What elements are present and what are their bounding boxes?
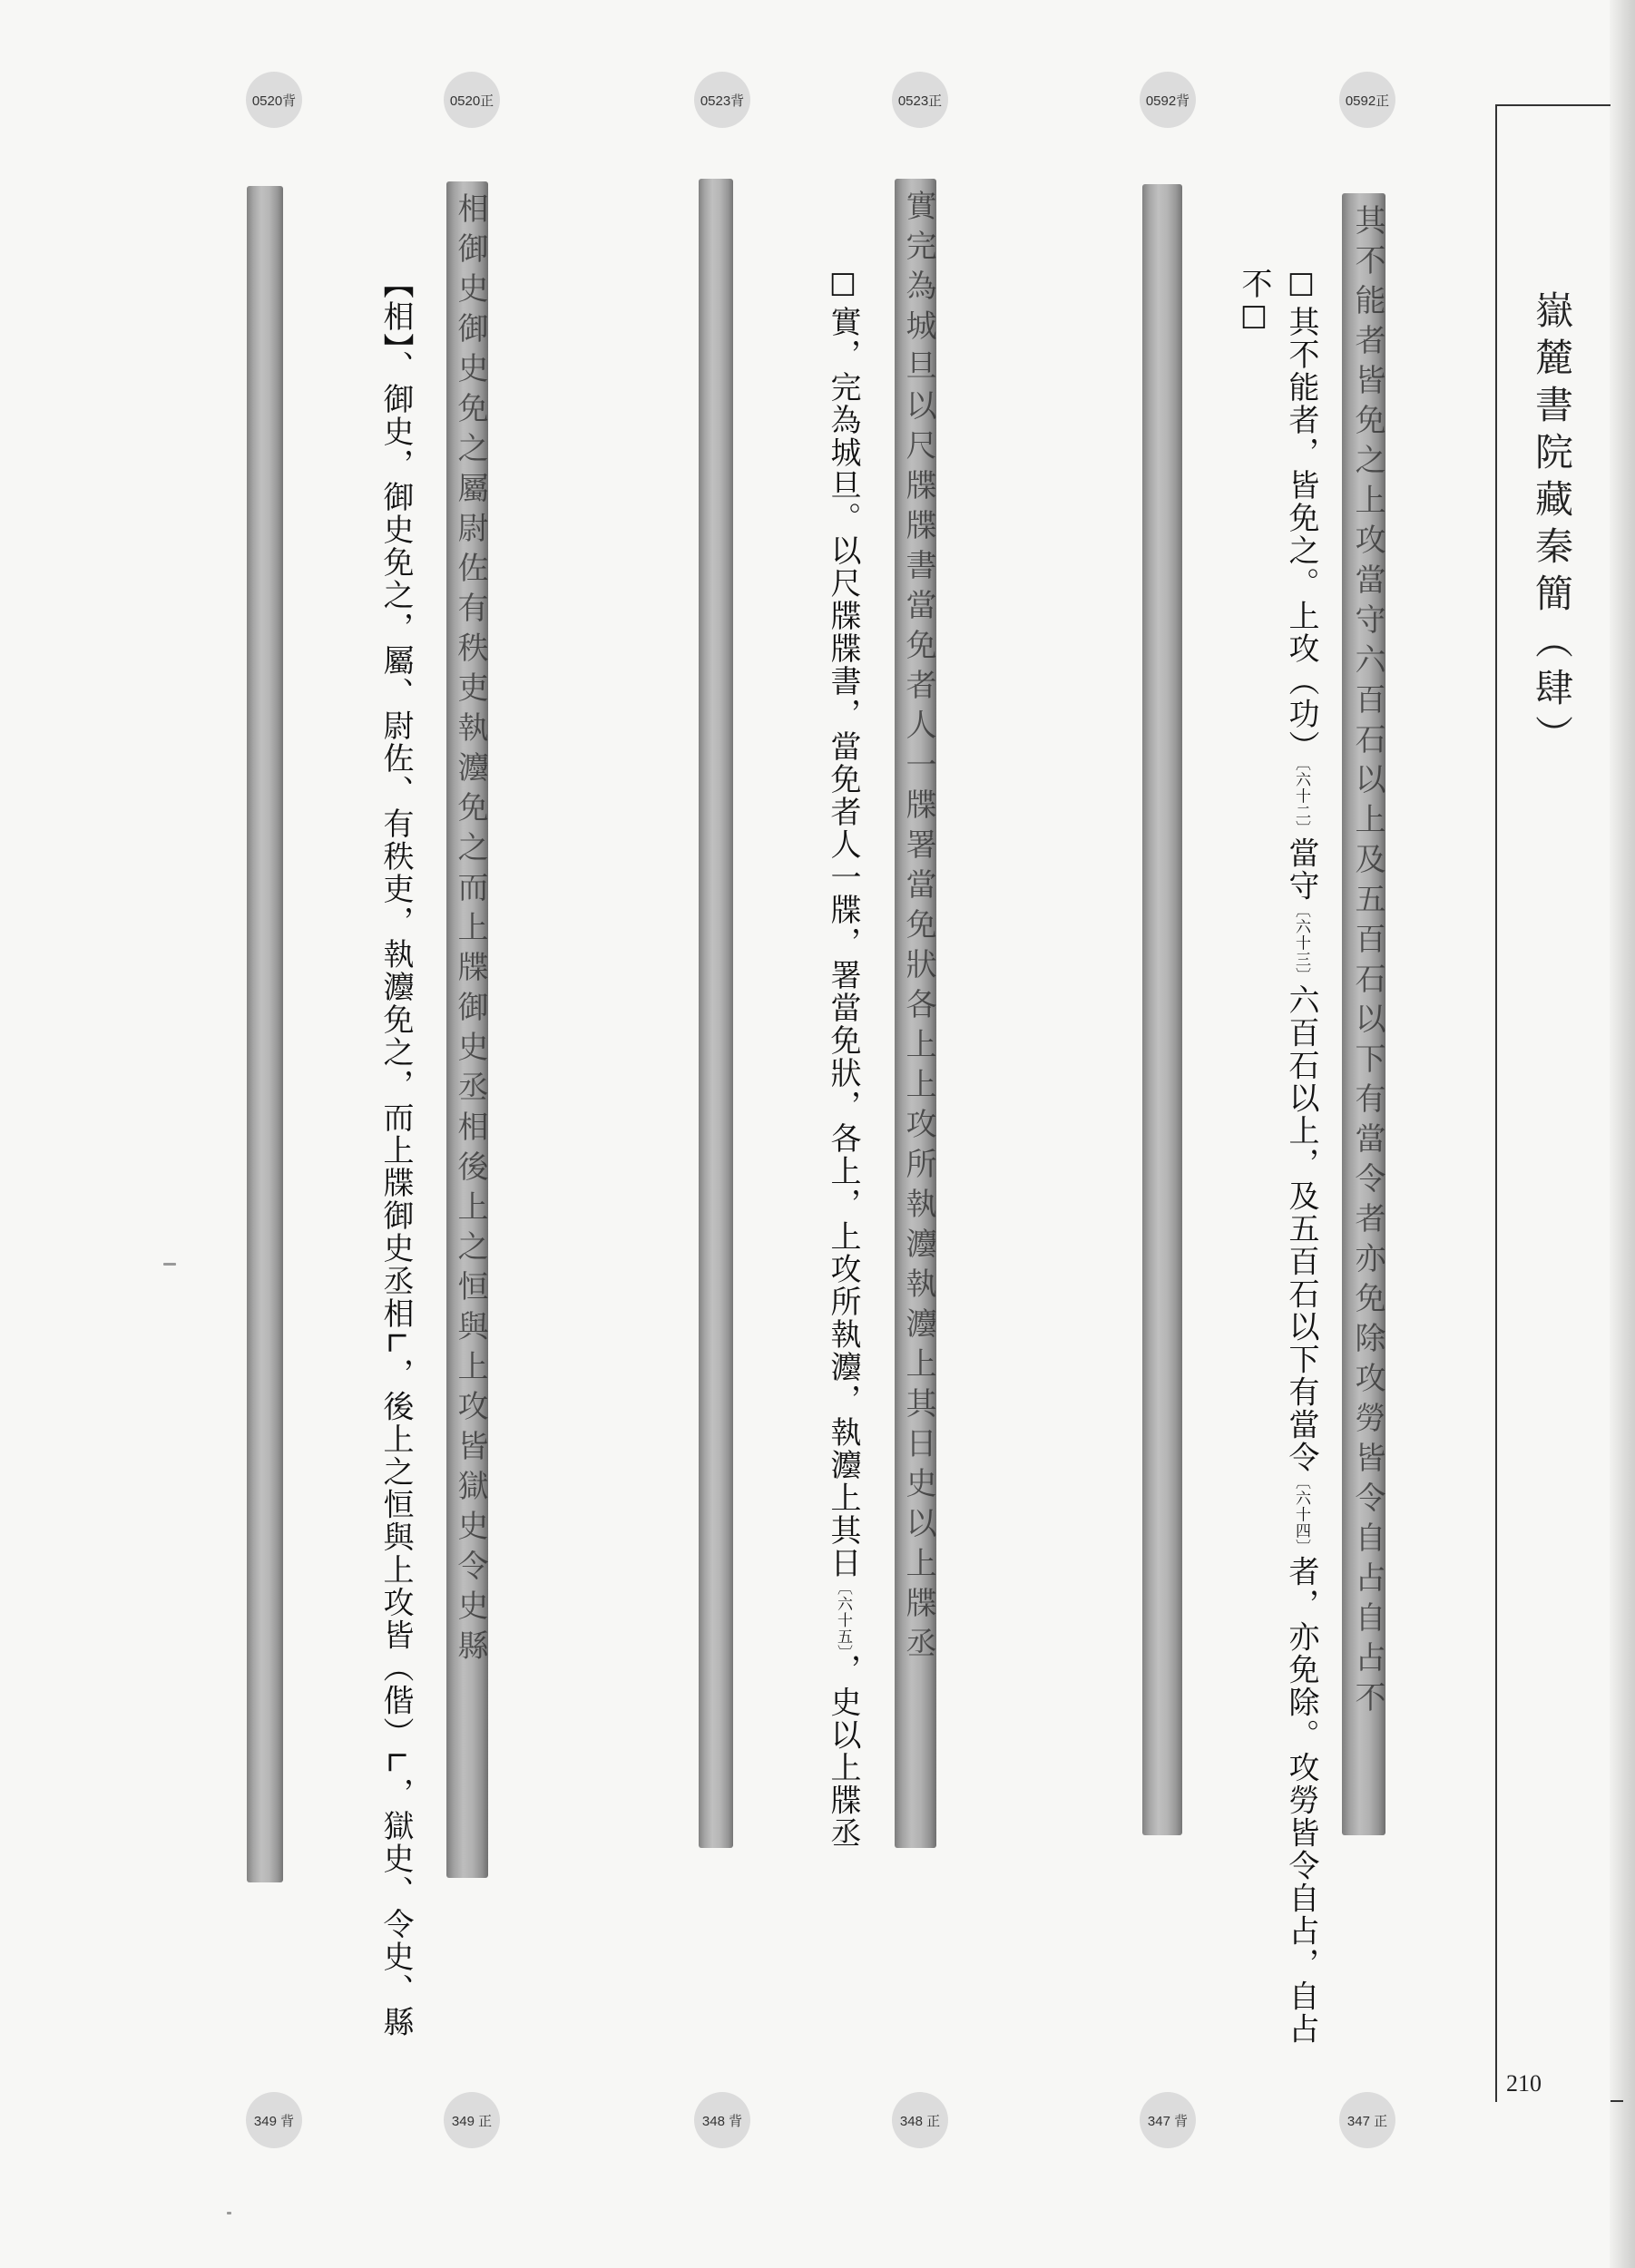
bamboo-strip-0520-back	[247, 186, 283, 1882]
transcription-349-part-c: ，獄史、令史、縣	[377, 1777, 414, 2038]
bamboo-strip-0592-front	[1342, 193, 1385, 1835]
bottom-label-349-back: 349 背	[246, 2092, 302, 2148]
bamboo-strip-0523-back	[699, 179, 733, 1848]
top-label-0592-back: 0592背	[1140, 72, 1196, 128]
bamboo-strip-0520-front	[446, 181, 488, 1878]
transcription-347-part-c: 六百石以上，及五百石以下有當令	[1283, 983, 1319, 1474]
note-marker-65: 〔六十五〕	[834, 1579, 852, 1654]
book-title: 嶽麓書院藏秦簡（肆）	[1530, 290, 1574, 762]
scan-speck	[163, 1263, 176, 1266]
bottom-label-347-back: 347 背	[1140, 2092, 1196, 2148]
page-number: 210	[1506, 2070, 1542, 2097]
transcription-349-part-b: ，後上之恒與上攻皆（偕）	[377, 1357, 414, 1750]
note-marker-64: 〔六十四〕	[1292, 1473, 1310, 1556]
bamboo-strip-0523-front	[895, 179, 936, 1848]
transcription-347-part-d: 者，亦免除。攻勞皆令自占，自占	[1283, 1555, 1319, 2046]
transcription-347	[1225, 268, 1325, 2064]
strip-glyphs-0592-front: 其不能者皆免之上攻當守六百石以上及五百石以下有當令者亦免除攻勞皆令自占自占不	[1349, 204, 1385, 1721]
bamboo-strip-0592-back	[1142, 184, 1182, 1835]
transcription-348-part-a: ☐實，完為城旦。以尺牒牒書，當免者人一牒，署當免狀，各上，上攻所執灋，執灋上其日	[825, 268, 861, 1579]
transcription-347-part-a: ☐其不能者，皆免之。上攻（功）	[1283, 268, 1319, 763]
transcription-348	[812, 268, 866, 2064]
strip-glyphs-0523-front: 實完為城旦以尺牒牒書當免者人一牒署當免狀各上上攻所執灋執灋上其日史以上牒丞	[900, 190, 936, 1667]
transcription-347-part-e: 不☐	[1236, 268, 1272, 338]
transcription-348-part-b: ，史以上牒丞	[825, 1653, 861, 1850]
note-marker-62: 〔六十二〕	[1292, 763, 1310, 837]
top-label-0592-front: 0592正	[1339, 72, 1395, 128]
top-label-0523-front: 0523正	[892, 72, 948, 128]
page-edge	[1610, 0, 1635, 2268]
bottom-label-349-front: 349 正	[444, 2092, 500, 2148]
transcription-347-part-b: 當守	[1283, 836, 1319, 903]
strip-glyphs-0520-front: 相御史御史免之屬尉佐有秩吏執灋免之而上牒御史丞相後上之恒與上攻皆獄史令史縣	[452, 192, 488, 1669]
transcription-349	[365, 268, 419, 2064]
top-label-0520-back: 0520背	[246, 72, 302, 128]
side-panel-tail	[1611, 2100, 1623, 2102]
transcription-349-part-a: 【相】、御史，御史免之，屬、尉佐、有秩吏，執灋免之，而上牒御史丞相	[377, 268, 414, 1330]
checkmark-marker: ∟	[377, 1330, 414, 1358]
scan-speck	[227, 2212, 231, 2214]
note-marker-63: 〔六十三〕	[1292, 902, 1310, 984]
bottom-label-348-back: 348 背	[694, 2092, 750, 2148]
checkmark-marker: ∟	[377, 1749, 414, 1777]
top-label-0523-back: 0523背	[694, 72, 750, 128]
bottom-label-347-front: 347 正	[1339, 2092, 1395, 2148]
bottom-label-348-front: 348 正	[892, 2092, 948, 2148]
top-label-0520-front: 0520正	[444, 72, 500, 128]
